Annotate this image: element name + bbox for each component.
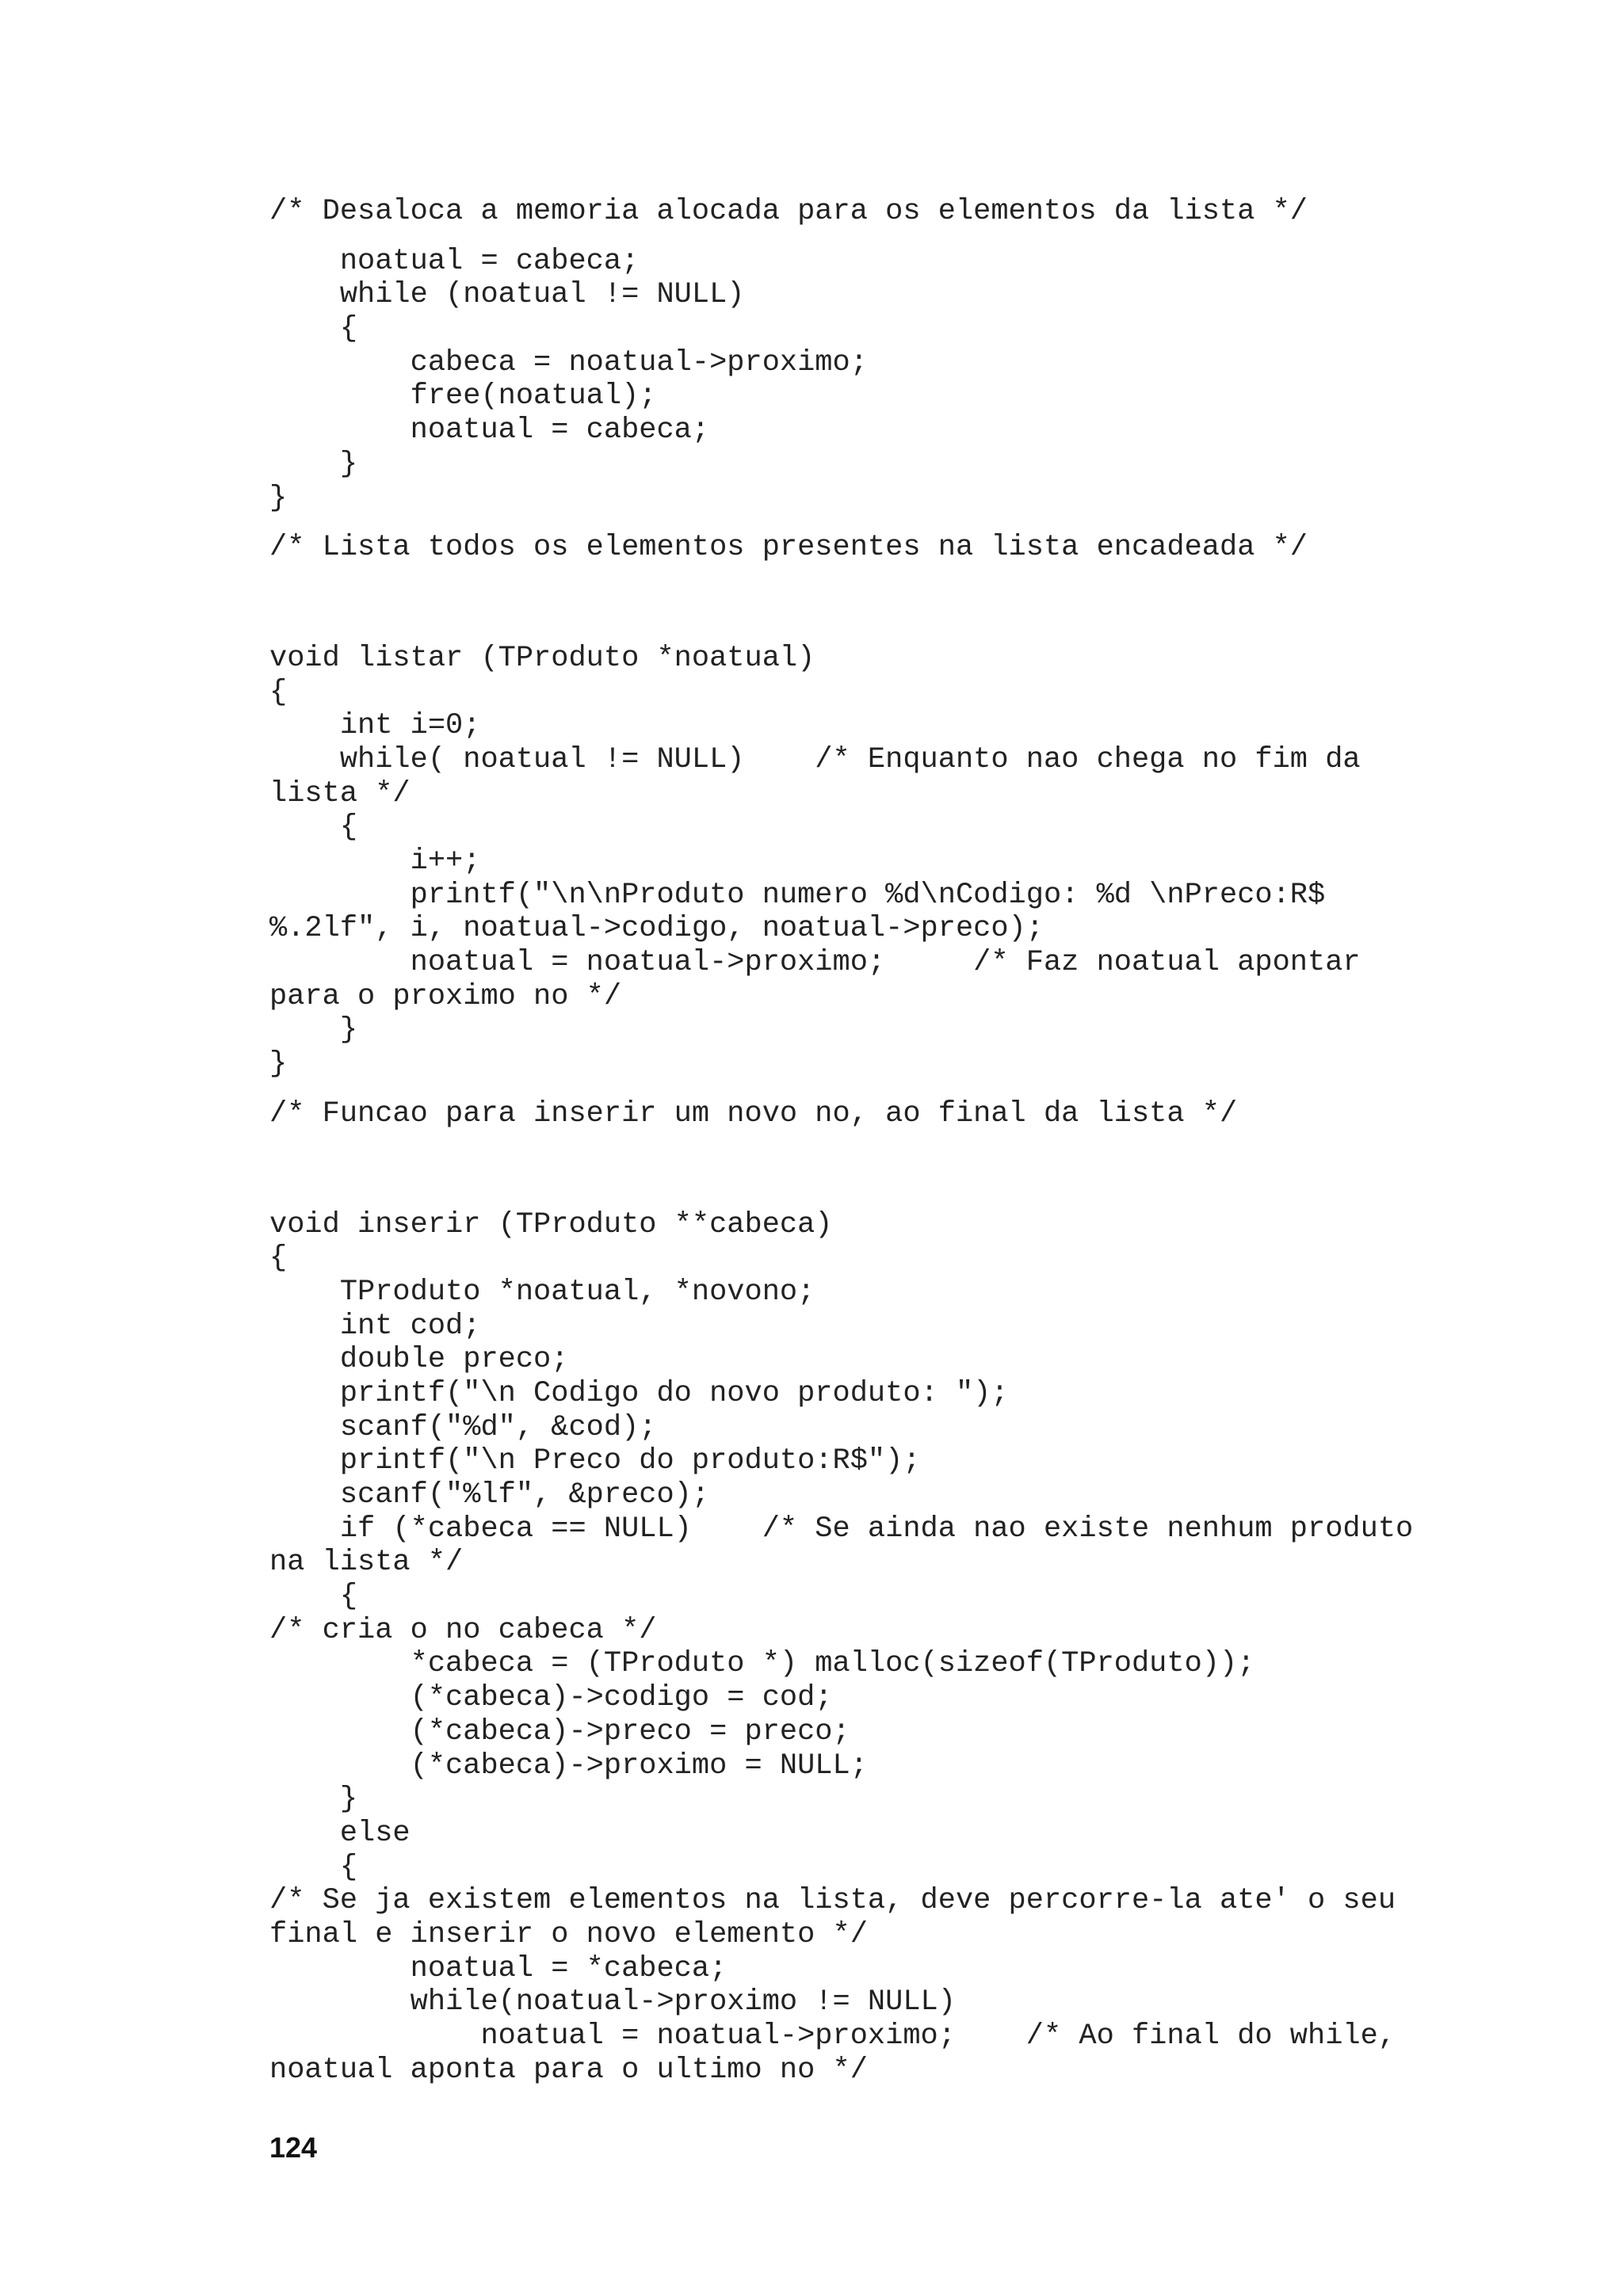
code-line: para o proximo no */ [269, 979, 622, 1013]
code-line: printf("\n Codigo do novo produto: "); [269, 1376, 1009, 1410]
code-line: *cabeca = (TProduto *) malloc(sizeof(TProduto)); [269, 1647, 1255, 1681]
code-line: noatual = cabeca; [269, 244, 640, 278]
code-line: noatual = cabeca; [269, 414, 710, 448]
code-line: if (*cabeca == NULL) /* Se ainda nao existe nenhum produto [269, 1512, 1414, 1546]
code-line: free(noatual); [269, 379, 657, 414]
code-line: (*cabeca)->codigo = cod; [269, 1681, 833, 1715]
code-line: (*cabeca)->proximo = NULL; [269, 1749, 868, 1783]
code-line: /* cria o no cabeca */ [269, 1613, 657, 1647]
code-line: scanf("%d", &cod); [269, 1410, 657, 1444]
code-line: void listar (TProduto *noatual) [269, 641, 815, 675]
code-line-blank [269, 515, 1413, 531]
code-line: int cod; [269, 1309, 481, 1343]
code-line: { [269, 1850, 358, 1884]
code-line: %.2lf", i, noatual->codigo, noatual->preco); [269, 912, 1044, 946]
code-line: noatual = *cabeca; [269, 1951, 727, 1985]
code-line: noatual aponta para o ultimo no */ [269, 2053, 868, 2087]
code-line: { [269, 810, 358, 845]
code-line: } [269, 1783, 358, 1817]
code-line: while( noatual != NULL) /* Enquanto nao chega no fim da [269, 742, 1361, 776]
code-line: scanf("%lf", &preco); [269, 1478, 710, 1512]
code-line: { [269, 312, 358, 346]
code-line: i++; [269, 845, 481, 878]
code-line: /* Lista todos os elementos presentes na lista encadeada */ [269, 531, 1308, 565]
code-line: /* Funcao para inserir um novo no, ao final da lista */ [269, 1097, 1238, 1131]
code-line: (*cabeca)->preco = preco; [269, 1714, 850, 1749]
code-line-blank [269, 1081, 1413, 1097]
code-line: printf("\n Preco do produto:R$"); [269, 1444, 921, 1478]
code-line: final e inserir o novo elemento */ [269, 1917, 868, 1951]
code-listing [269, 195, 1413, 2087]
code-line: while (noatual != NULL) [269, 278, 745, 312]
code-line-blank [269, 1147, 1413, 1208]
code-line: } [269, 1047, 288, 1081]
code-line-blank [269, 581, 1413, 642]
code-line: TProduto *noatual, *novono; [269, 1275, 815, 1309]
code-line: { [269, 675, 288, 709]
code-line: while(noatual->proximo != NULL) [269, 1985, 956, 2019]
code-line: printf("\n\nProduto numero %d\nCodigo: %d \nPreco:R$ [269, 878, 1326, 912]
code-line: cabeca = noatual->proximo; [269, 345, 868, 379]
code-line-blank [269, 1131, 1413, 1147]
code-line: void inserir (TProduto **cabeca) [269, 1207, 833, 1241]
code-line-blank [269, 229, 1413, 245]
page-number: 124 [269, 2131, 318, 2164]
code-line: lista */ [269, 776, 411, 810]
code-line: else [269, 1816, 411, 1850]
code-line: int i=0; [269, 709, 481, 743]
code-line: /* Desaloca a memoria alocada para os elementos da lista */ [269, 195, 1308, 228]
code-line: { [269, 1580, 358, 1614]
code-line: double preco; [269, 1343, 569, 1377]
code-line: } [269, 447, 358, 481]
code-line: /* Se ja existem elementos na lista, deve percorre-la ate' o seu [269, 1884, 1396, 1918]
code-line: na lista */ [269, 1546, 464, 1580]
code-line: } [269, 1013, 358, 1047]
code-line-blank [269, 565, 1413, 581]
code-line: } [269, 481, 288, 515]
code-line: noatual = noatual->proximo; /* Faz noatual apontar [269, 946, 1361, 980]
code-line: { [269, 1241, 288, 1276]
code-line: noatual = noatual->proximo; /* Ao final do while, [269, 2019, 1396, 2053]
